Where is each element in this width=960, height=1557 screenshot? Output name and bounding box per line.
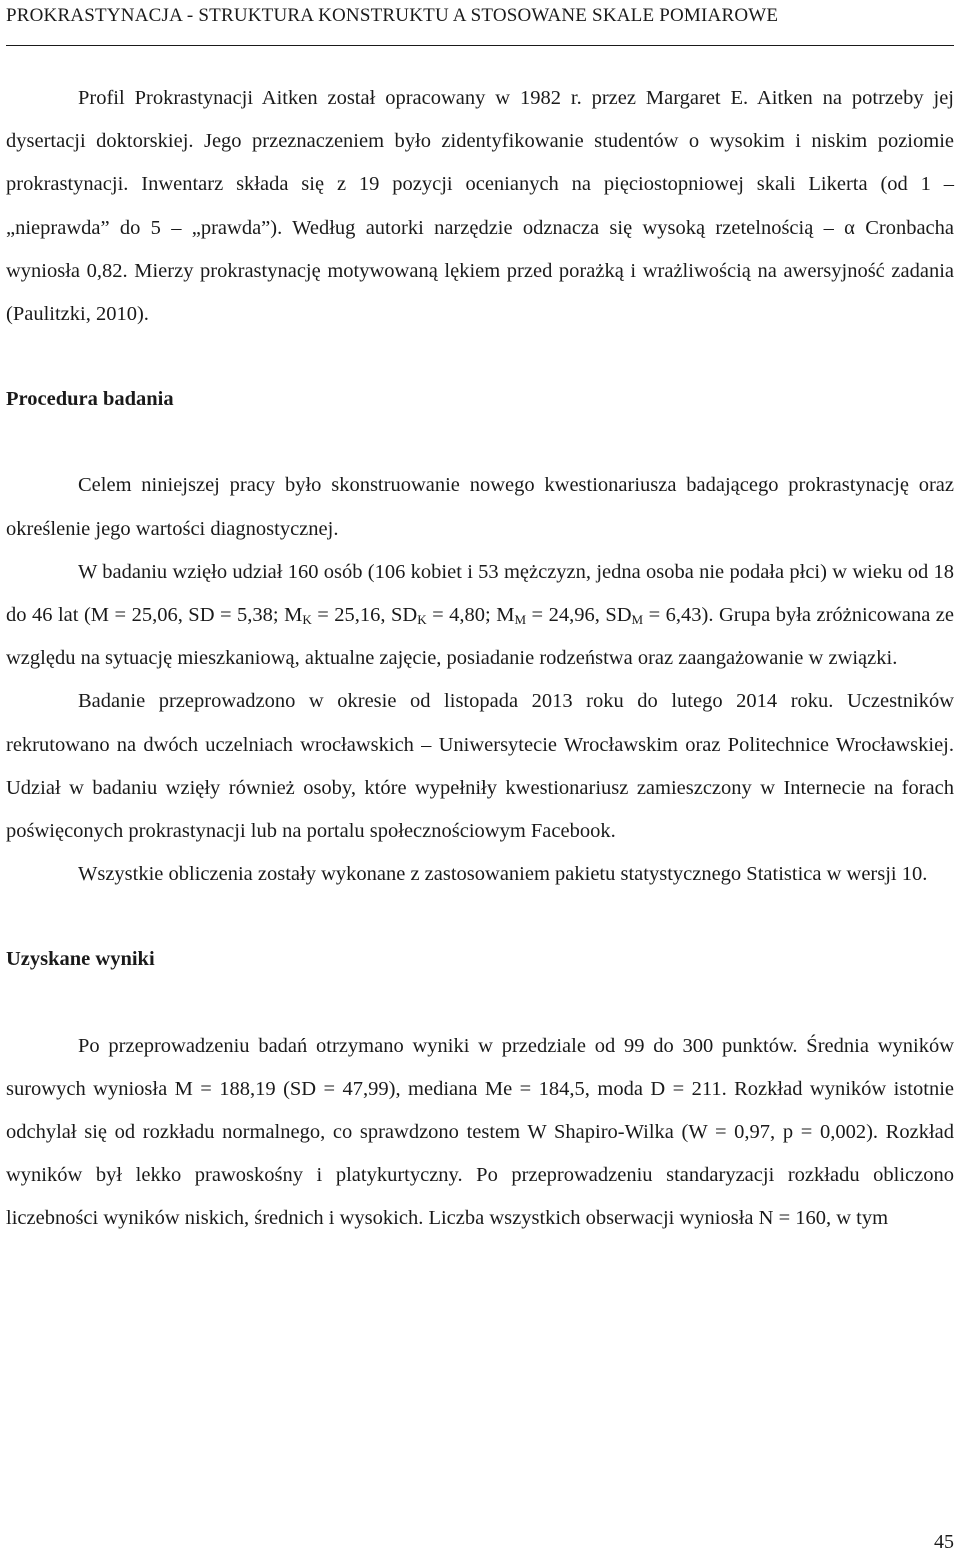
paragraph-text: = 6,43). Grupa była zróżnicowana ze względu na sytuację mieszkaniową, aktualne zajęcie, posiadanie rodzeństwa oraz zaangażowanie w związki.: [6, 604, 954, 670]
header-rule: [6, 45, 954, 46]
spacer: [6, 421, 954, 464]
spacer: [6, 336, 954, 378]
body-text: [6, 77, 954, 1241]
subscript: K: [302, 612, 312, 628]
subscript: M: [514, 612, 527, 628]
intro-paragraph: Profil Prokrastynacji Aitken został opracowany w 1982 r. przez Margaret E. Aitken na potrzeby jej dysertacji doktorskiej. Jego przeznaczeniem było zidentyfikowanie studentów o wysokim i niskim poziomie prokrastynacji. Inwentarz składa się z 19 pozycji ocenianych na pięciostopniowej skali Likerta (od 1 – „nieprawda” do 5 – „prawda”). Według autorki narzędzie odznacza się wysoką rzetelnością – α Cronbacha wyniosła 0,82. Mierzy prokrastynację motywowaną lękiem przed porażką i wrażliwością na awersyjność zadania (Paulitzki, 2010).: [6, 87, 954, 326]
section-heading-procedure: Procedura badania: [6, 388, 174, 411]
paragraph-text: W badaniu wzięło udział 160 osób (106 kobiet i 53 mężczyzn, jedna osoba nie podała płci) w wieku od 18 do 46 lat (M = 25,06, SD = 5,38; M: [6, 560, 954, 627]
subscript: K: [417, 612, 427, 628]
subscript: M: [631, 612, 644, 628]
page-number: 45: [934, 1531, 954, 1553]
paragraph-text: = 24,96, SD: [526, 604, 632, 627]
paragraph-text: = 25,16, SD: [311, 604, 418, 627]
spacer: [6, 982, 954, 1025]
spacer: [6, 896, 954, 938]
paragraph-text: = 4,80; M: [426, 604, 515, 627]
procedure-paragraph-2: [6, 551, 954, 681]
section-heading-results: Uzyskane wyniki: [6, 948, 155, 971]
running-head: PROKRASTYNACJA - STRUKTURA KONSTRUKTU A STOSOWANE SKALE POMIAROWE: [6, 5, 779, 26]
procedure-paragraph-4: Wszystkie obliczenia zostały wykonane z zastosowaniem pakietu statystycznego Statistica w wersji 10.: [78, 863, 928, 886]
procedure-paragraph-1: Celem niniejszej pracy było skonstruowanie nowego kwestionariusza badającego prokrastynację oraz określenie jego wartości diagnostycznej.: [6, 474, 954, 540]
results-paragraph-1: Po przeprowadzeniu badań otrzymano wyniki w przedziale od 99 do 300 punktów. Średnia wyników surowych wyniosła M = 188,19 (SD = 47,99), mediana Me = 184,5, moda D = 211. Rozkład wyników istotnie odchylał się od rozkładu normalnego, co sprawdzono testem W Shapiro-Wilka (W = 0,97, p = 0,002). Rozkład wyników był lekko prawoskośny i platykurtyczny. Po przeprowadzeniu standaryzacji rozkładu obliczono liczebności wyników niskich, średnich i wysokich. Liczba wszystkich obserwacji wyniosła N = 160, w tym: [6, 1034, 954, 1230]
procedure-paragraph-3: Badanie przeprowadzono w okresie od listopada 2013 roku do lutego 2014 roku. Uczestników rekrutowano na dwóch uczelniach wrocławskich – Uniwersytecie Wrocławskim oraz Politechnice Wrocławskiej. Udział w badaniu wzięły również osoby, które wypełniły kwestionariusz zamieszczony w Internecie na forach poświęconych prokrastynacji lub na portalu społecznościowym Facebook.: [6, 690, 954, 843]
